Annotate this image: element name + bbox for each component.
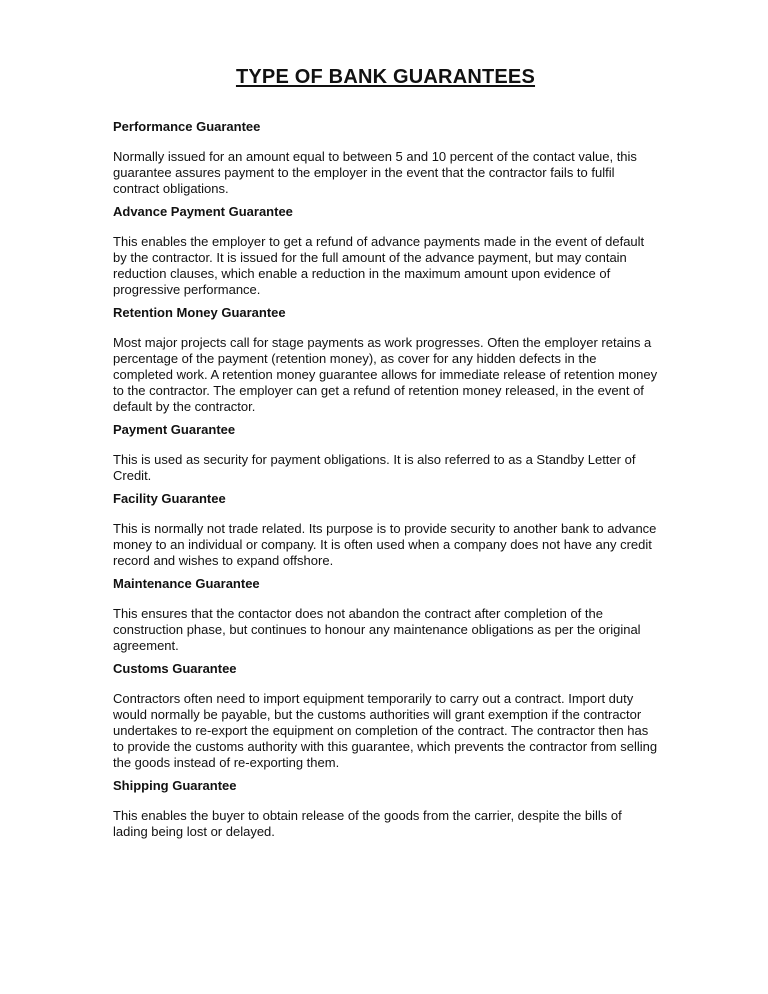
section-payment-guarantee xyxy=(113,422,658,484)
section-body: Contractors often need to import equipment temporarily to carry out a contract. Import duty would normally be payable, but the customs authorities will grant exemption if the contractor undertakes to re-export the equipment on completion of the contract. The contractor then has to provide the customs authority with this guarantee, which prevents the contractor from selling the goods instead of re-exporting them. xyxy=(113,691,658,770)
section-body: This is normally not trade related. Its purpose is to provide security to another bank to advance money to an individual or company. It is often used when a company does not have any credit record and wishes to expand offshore. xyxy=(113,521,657,568)
section-customs-guarantee xyxy=(113,661,658,771)
section-body: Most major projects call for stage payments as work progresses. Often the employer retains a percentage of the payment (retention money), as cover for any hidden defects in the completed work. A retention money guarantee allows for immediate release of retention money to the contractor. The employer can get a refund of retention money released, in the event of default by the contractor. xyxy=(113,335,658,414)
section-body: This enables the buyer to obtain release of the goods from the carrier, despite the bills of lading being lost or delayed. xyxy=(113,808,622,839)
section-heading: Retention Money Guarantee xyxy=(113,305,286,320)
section-body: This ensures that the contactor does not abandon the contract after completion of the construction phase, but continues to honour any maintenance obligations as per the original agreement. xyxy=(113,606,641,653)
section-shipping-guarantee xyxy=(113,778,658,840)
section-heading: Maintenance Guarantee xyxy=(113,576,260,591)
section-heading: Customs Guarantee xyxy=(113,661,237,676)
section-heading: Facility Guarantee xyxy=(113,491,226,506)
document-title: TYPE OF BANK GUARANTEES xyxy=(235,66,536,88)
section-retention-money-guarantee xyxy=(113,305,658,415)
section-advance-payment-guarantee xyxy=(113,204,658,298)
section-heading: Advance Payment Guarantee xyxy=(113,204,293,219)
document-page xyxy=(113,0,658,840)
section-body: Normally issued for an amount equal to between 5 and 10 percent of the contact value, this guarantee assures payment to the employer in the event that the contractor fails to fulfil contract obligations. xyxy=(113,149,637,196)
section-heading: Shipping Guarantee xyxy=(113,778,237,793)
section-body: This is used as security for payment obligations. It is also referred to as a Standby Letter of Credit. xyxy=(113,452,636,483)
section-performance-guarantee xyxy=(113,119,658,197)
section-heading: Payment Guarantee xyxy=(113,422,236,437)
section-body: This enables the employer to get a refund of advance payments made in the event of default by the contractor. It is issued for the full amount of the advance payment, but may contain reduction clauses, which enable a reduction in the maximum amount upon evidence of progressive performance. xyxy=(113,234,645,297)
section-facility-guarantee xyxy=(113,491,658,569)
section-maintenance-guarantee xyxy=(113,576,658,654)
section-heading: Performance Guarantee xyxy=(113,119,261,134)
